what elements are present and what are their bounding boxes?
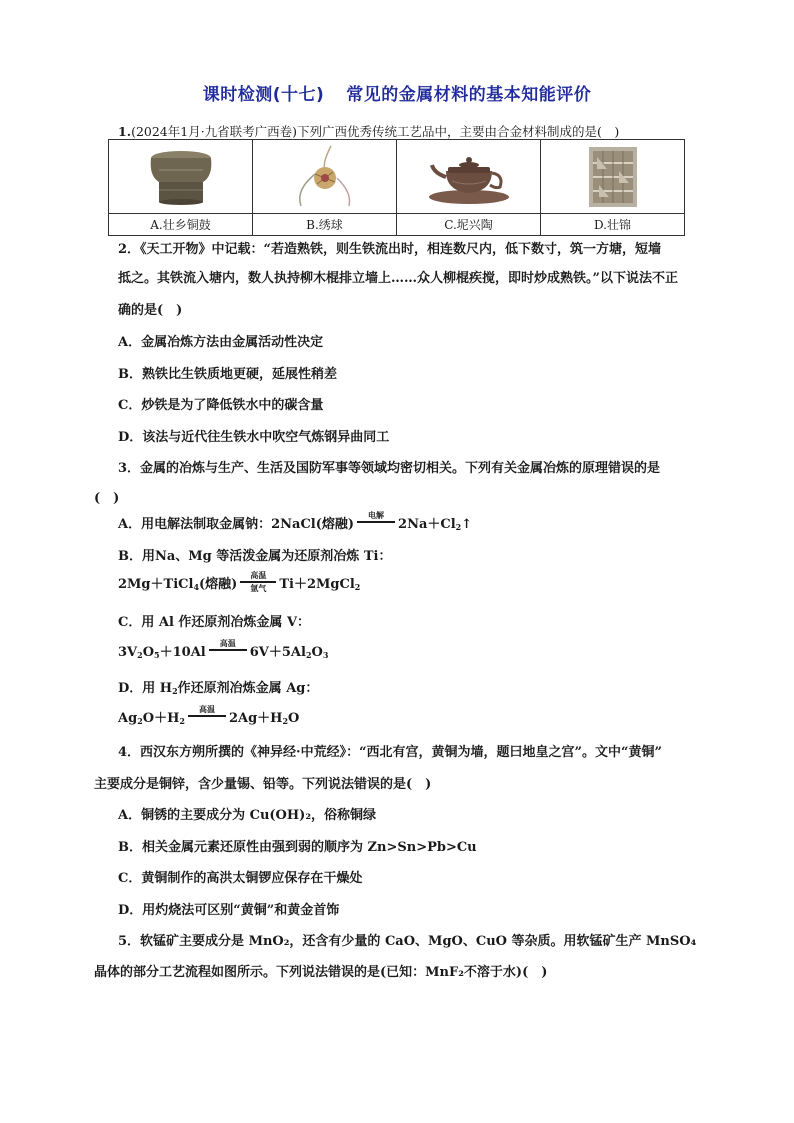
electrolysis-arrow <box>357 511 395 533</box>
eq-b-right: Ti＋2MgCl <box>279 577 355 592</box>
eq-d-mid: O＋H <box>142 711 180 726</box>
condition-top-c: 高温 <box>219 638 236 648</box>
question-3-equation-c: $3V_2O_5+10Al$ 高温 $6V+5Al_2O_3$ <box>118 638 329 660</box>
option-d-text: D．用 H <box>118 681 173 696</box>
question-3-option-d: D．用 $H_2$作还原剂冶炼金属 Ag： <box>118 681 319 696</box>
eq-d-right2: O <box>288 711 300 726</box>
question-1-stem <box>118 122 619 140</box>
question-3-line-2: ( ) <box>94 491 120 506</box>
option-c-label: C.坭兴陶 <box>397 214 541 236</box>
question-3-option-b: B．用Na、Mg 等活泼金属为还原剂冶炼 Ti： <box>118 549 392 564</box>
condition-top-b: 高温 <box>250 570 267 580</box>
eq-c-right: 6V＋5Al <box>249 645 306 660</box>
option-d-text-2: 作还原剂冶炼金属 Ag： <box>177 681 319 696</box>
condition-arrow-b <box>240 571 276 593</box>
condition-arrow-d <box>188 705 226 727</box>
question-5-line-1: 5．软锰矿主要成分是 MnO₂，还含有少量的 CaO、MgO、CuO 等杂质。用软锰矿生产 MnSO₄ <box>118 934 697 949</box>
option-b-label: B.绣球 <box>253 214 397 236</box>
question-4-line-2: 主要成分是铜锌，含少量锡、铅等。下列说法错误的是( ) <box>94 777 432 792</box>
option-c-image-cell <box>397 140 541 214</box>
eq-b-left: 2Mg＋TiCl <box>118 577 194 592</box>
question-1-number: 1. <box>118 124 132 139</box>
bronze-drum-image <box>145 146 217 208</box>
eq-c-left: 3V <box>118 645 138 660</box>
option-a-label: A.壮乡铜鼓 <box>109 214 253 236</box>
option-a-text: A．用电解法制取金属钠：2NaCl(熔融) <box>118 517 355 532</box>
option-a-image-cell <box>109 140 253 214</box>
question-2-line-2: 抵之。其铁流入塘内，数人执持柳木棍排立墙上……众人柳棍疾搅，即时炒成熟铁。”以下说法不正 <box>118 271 678 286</box>
option-b-image-cell <box>253 140 397 214</box>
product-text: 2Na＋Cl <box>398 517 456 532</box>
question-3-option-a: A．用电解法制取金属钠：2NaCl(熔融) 电解 $2Na+Cl_2↑$ <box>118 510 473 532</box>
question-2-line-3: 确的是( ) <box>118 303 183 318</box>
option-d-image-cell <box>541 140 685 214</box>
question-2-line-1: 2．《天工开物》中记载：“若造熟铁，则生铁流出时，相连数尺内，低下数寸，筑一方塘，短墙 <box>118 242 662 257</box>
question-1-text: (2024年1月·九省联考广西卷)下列广西优秀传统工艺品中，主要由合金材料制成的是( ) <box>131 124 620 139</box>
question-1-options-table <box>108 139 685 236</box>
question-2-option-b: B．熟铁比生铁质地更硬，延展性稍差 <box>118 367 337 382</box>
eq-c-mid2: ＋10Al <box>159 645 206 660</box>
title-lesson: 课时检测(十七) <box>202 85 325 105</box>
question-2-option-a: A．金属冶炼方法由金属活动性决定 <box>118 335 324 350</box>
question-3-line-1: 3．金属的冶炼与生产、生活及国防军事等领域均密切相关。下列有关金属冶炼的原理错误的是 <box>118 461 661 476</box>
option-d-label: D.壮锦 <box>541 214 685 236</box>
condition-label: 电解 <box>368 510 385 520</box>
question-3-equation-b: 2Mg＋TiCl$_4$(熔融) 高温 氩气 Ti＋2MgCl$_2$ <box>118 570 361 593</box>
page-title <box>0 80 794 105</box>
condition-arrow-c <box>209 639 247 661</box>
eq-d-left: Ag <box>118 711 138 726</box>
eq-b-mid: (熔融) <box>199 577 238 592</box>
question-3-equation-d: $Ag_2O+H_2$ 高温 $2Ag+H_2O$ <box>118 704 300 726</box>
question-5-line-2: 晶体的部分工艺流程如图所示。下列说法错误的是(已知：MnF₂不溶于水)( ) <box>94 965 548 980</box>
zhuang-brocade-image <box>585 145 641 209</box>
embroidered-ball-image <box>285 144 365 210</box>
question-4-line-1: 4．西汉东方朔所撰的《神异经·中荒经》：“西北有宫，黄铜为墙，题曰地皇之宫”。文中“黄铜” <box>118 745 662 760</box>
question-4-option-d: D．用灼烧法可区别“黄铜”和黄金首饰 <box>118 903 340 918</box>
eq-c-right2: O <box>311 645 323 660</box>
eq-d-right: 2Ag＋H <box>228 711 283 726</box>
question-4-option-c: C．黄铜制作的高洪太铜锣应保存在干燥处 <box>118 871 363 886</box>
question-2-option-c: C．炒铁是为了降低铁水中的碳含量 <box>118 398 324 413</box>
gas-arrow: ↑ <box>461 517 473 532</box>
eq-c-mid1: O <box>142 645 155 660</box>
title-topic: 常见的金属材料的基本知能评价 <box>346 85 592 105</box>
question-4-option-b: B．相关金属元素还原性由强到弱的顺序为 Zn>Sn>Pb>Cu <box>118 840 477 855</box>
condition-bottom-b: 氩气 <box>250 583 267 593</box>
question-3-option-c: C．用 Al 作还原剂冶炼金属 V： <box>118 615 311 630</box>
question-2-option-d: D．该法与近代往生铁水中吹空气炼钢异曲同工 <box>118 430 390 445</box>
nixing-pottery-teapot-image <box>424 147 514 207</box>
condition-top-d: 高温 <box>198 704 215 714</box>
question-4-option-a: A．铜锈的主要成分为 Cu(OH)₂，俗称铜绿 <box>118 808 377 823</box>
